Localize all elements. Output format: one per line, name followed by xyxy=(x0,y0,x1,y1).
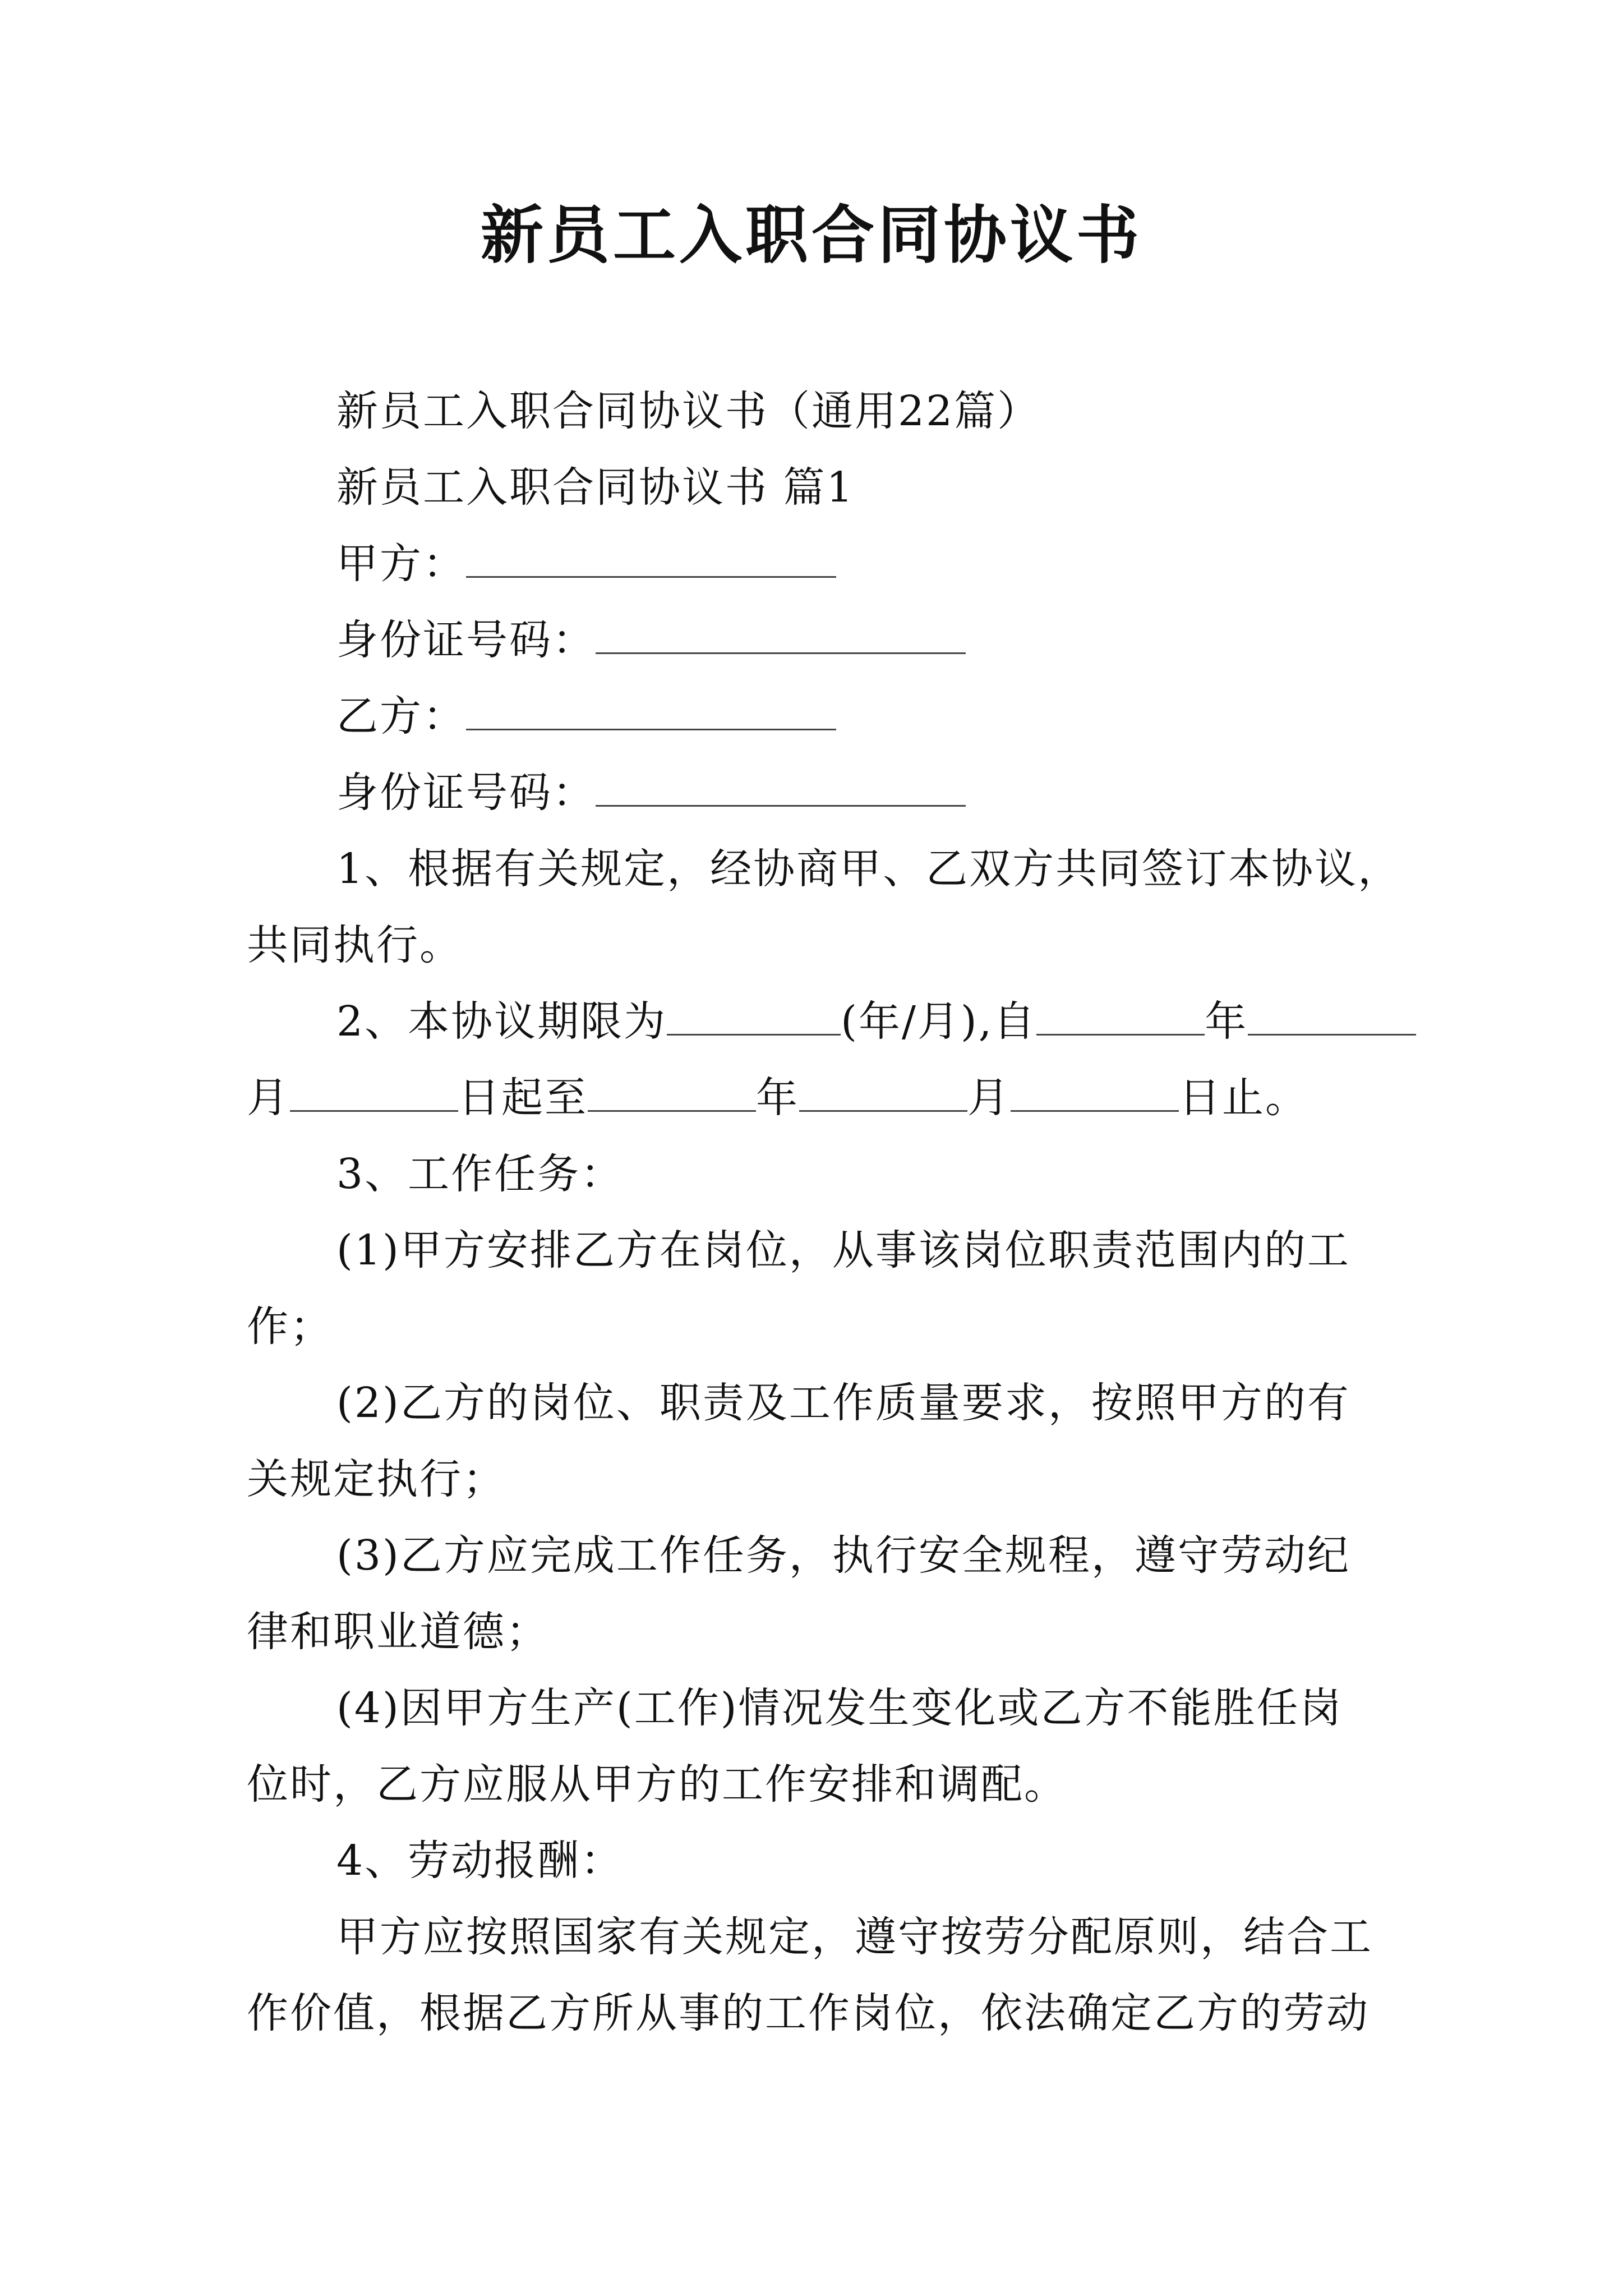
end-month-blank[interactable] xyxy=(799,1076,967,1112)
clause-3-title: 3、工作任务： xyxy=(336,1150,624,1198)
party-a-id-line xyxy=(247,602,1396,678)
end-year-blank[interactable] xyxy=(588,1076,756,1112)
party-a-id-label: 身份证号码： xyxy=(336,616,596,664)
clause-3-item-1-line-1: (1)甲方安排乙方在岗位，从事该岗位职责范围内的工 xyxy=(336,1226,1350,1274)
clause-4-line-1: 甲方应按照国家有关规定，遵守按劳分配原则，结合工 xyxy=(336,1913,1373,1961)
clause-3-item-2-line-2: 关规定执行； xyxy=(247,1455,506,1503)
clause-2-text-3: 年 xyxy=(1205,997,1248,1046)
clause-3-item-4-line-1: (4)因甲方生产(工作)情况发生变化或乙方不能胜任岗 xyxy=(336,1684,1343,1732)
party-a-blank[interactable] xyxy=(466,542,836,578)
party-a-line xyxy=(247,526,1396,602)
heading-all-parts: 新员工入职合同协议书（通用22篇） xyxy=(336,387,1041,435)
party-b-line xyxy=(247,678,1396,754)
clause-4-title: 4、劳动报酬： xyxy=(336,1837,624,1885)
clause-3-item-1-line-2: 作； xyxy=(247,1303,333,1351)
party-b-id-blank[interactable] xyxy=(596,771,966,807)
clause-2-line-2 xyxy=(247,1060,1396,1136)
clause-2-text-4: 月 xyxy=(247,1074,290,1122)
clause-3-item-2-line-1: (2)乙方的岗位、职责及工作质量要求，按照甲方的有 xyxy=(336,1379,1350,1427)
clause-3-item-3-line-2: 律和职业道德； xyxy=(247,1608,549,1656)
clause-2-text-8: 日止。 xyxy=(1179,1074,1308,1122)
start-month-blank[interactable] xyxy=(1248,1000,1416,1036)
clause-1-line-1: 1、根据有关规定，经协商甲、乙双方共同签订本协议， xyxy=(336,845,1401,893)
party-a-label: 甲方： xyxy=(336,540,466,588)
clause-1-line-2: 共同执行。 xyxy=(247,921,463,969)
party-b-label: 乙方： xyxy=(336,692,466,740)
party-a-id-blank[interactable] xyxy=(596,619,966,654)
term-length-blank[interactable] xyxy=(667,1000,841,1036)
start-year-blank[interactable] xyxy=(1036,1000,1205,1036)
heading-part-1: 新员工入职合同协议书 篇1 xyxy=(336,463,855,512)
clause-2-text-2: (年/月),自 xyxy=(841,997,1037,1046)
clause-4-line-2: 作价值，根据乙方所从事的工作岗位，依法确定乙方的劳动 xyxy=(247,1989,1370,2037)
document-title: 新员工入职合同协议书 xyxy=(481,199,1142,272)
party-b-blank[interactable] xyxy=(466,695,836,730)
clause-2-text-7: 月 xyxy=(967,1074,1011,1122)
party-b-id-label: 身份证号码： xyxy=(336,769,596,817)
start-day-blank[interactable] xyxy=(290,1076,458,1112)
clause-2-text-5: 日起至 xyxy=(458,1074,588,1122)
clause-2-line-1 xyxy=(247,983,1396,1060)
clause-2-text-1: 2、本协议期限为 xyxy=(336,997,667,1046)
clause-2-text-6: 年 xyxy=(756,1074,799,1122)
end-day-blank[interactable] xyxy=(1011,1076,1179,1112)
document-body xyxy=(247,373,1401,2051)
clause-3-item-3-line-1: (3)乙方应完成工作任务，执行安全规程，遵守劳动纪 xyxy=(336,1531,1350,1580)
party-b-id-line xyxy=(247,754,1396,831)
clause-3-item-4-line-2: 位时，乙方应服从甲方的工作安排和调配。 xyxy=(247,1760,1067,1809)
